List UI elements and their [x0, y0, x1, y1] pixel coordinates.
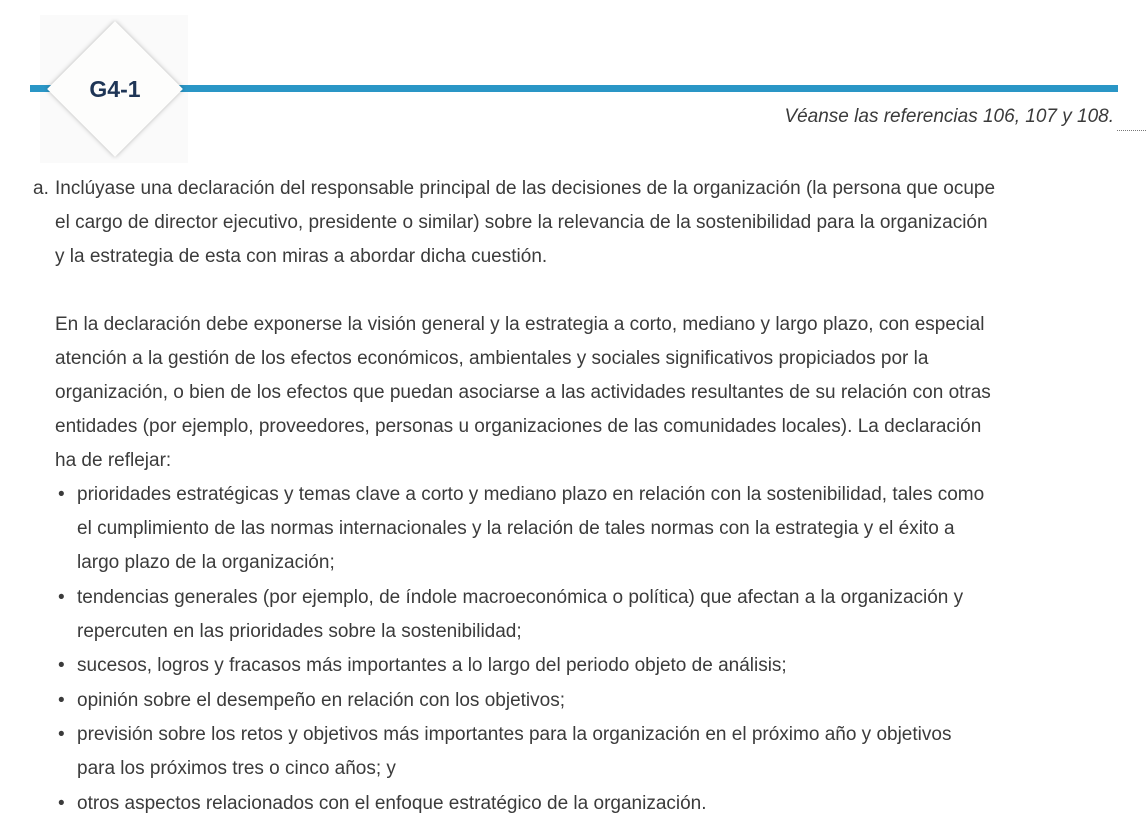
- paragraph-line: organización, o bien de los efectos que puedan asociarse a las actividades resultantes de su relación con otras: [55, 382, 991, 403]
- bullet-icon: •: [58, 655, 65, 676]
- bullet-item-line: prioridades estratégicas y temas clave a corto y mediano plazo en relación con la sostenibilidad, tales como: [77, 484, 985, 505]
- list-marker: a.: [33, 178, 49, 199]
- paragraph-line: En la declaración debe exponerse la visión general y la estrategia a corto, mediano y largo plazo, con especial: [55, 314, 985, 335]
- bullet-icon: •: [58, 689, 65, 711]
- section-a-text-line: el cargo de director ejecutivo, presidente o similar) sobre la relevancia de la sostenibilidad para la organización: [55, 212, 988, 233]
- bullet-icon: •: [58, 792, 65, 814]
- bullet-icon: •: [58, 586, 65, 608]
- section-a-text-line: Inclúyase una declaración del responsable principal de las decisiones de la organización (la persona que ocupe: [55, 178, 996, 199]
- reference-note: Véanse las referencias 106, 107 y 108.: [784, 106, 1114, 127]
- bullet-item-line: repercuten en las prioridades sobre la sostenibilidad;: [77, 620, 522, 642]
- indicator-code: G4-1: [89, 76, 141, 102]
- bullet-item-line: sucesos, logros y fracasos más importantes a lo largo del periodo objeto de análisis;: [77, 655, 787, 676]
- paragraph-line: atención a la gestión de los efectos económicos, ambientales y sociales significativos propiciados por la: [55, 348, 929, 369]
- bullet-icon: •: [58, 724, 65, 745]
- bullet-item-line: previsión sobre los retos y objetivos más importantes para la organización en el próximo año y objetivos: [77, 724, 952, 745]
- paragraph-line: ha de reflejar:: [55, 450, 172, 471]
- section-a-text-line: y la estrategia de esta con miras a abordar dicha cuestión.: [55, 246, 548, 267]
- bullet-item-line: tendencias generales (por ejemplo, de índole macroeconómica o política) que afectan a la organización y: [77, 586, 964, 608]
- bullet-icon: •: [58, 484, 65, 505]
- bullet-item-line: opinión sobre el desempeño en relación con los objetivos;: [77, 689, 565, 711]
- bullet-item-line: largo plazo de la organización;: [77, 552, 335, 573]
- reference-dotted-underline: [1117, 130, 1146, 131]
- bullet-item-line: otros aspectos relacionados con el enfoque estratégico de la organización.: [77, 792, 707, 814]
- paragraph-line: entidades (por ejemplo, proveedores, personas u organizaciones de las comunidades locales). La declaración: [55, 416, 982, 437]
- section-rule: [30, 85, 1118, 92]
- bullet-item-line: para los próximos tres o cinco años; y: [77, 758, 396, 779]
- bullet-item-line: el cumplimiento de las normas internacionales y la relación de tales normas con la estrategia y el éxito a: [77, 518, 955, 539]
